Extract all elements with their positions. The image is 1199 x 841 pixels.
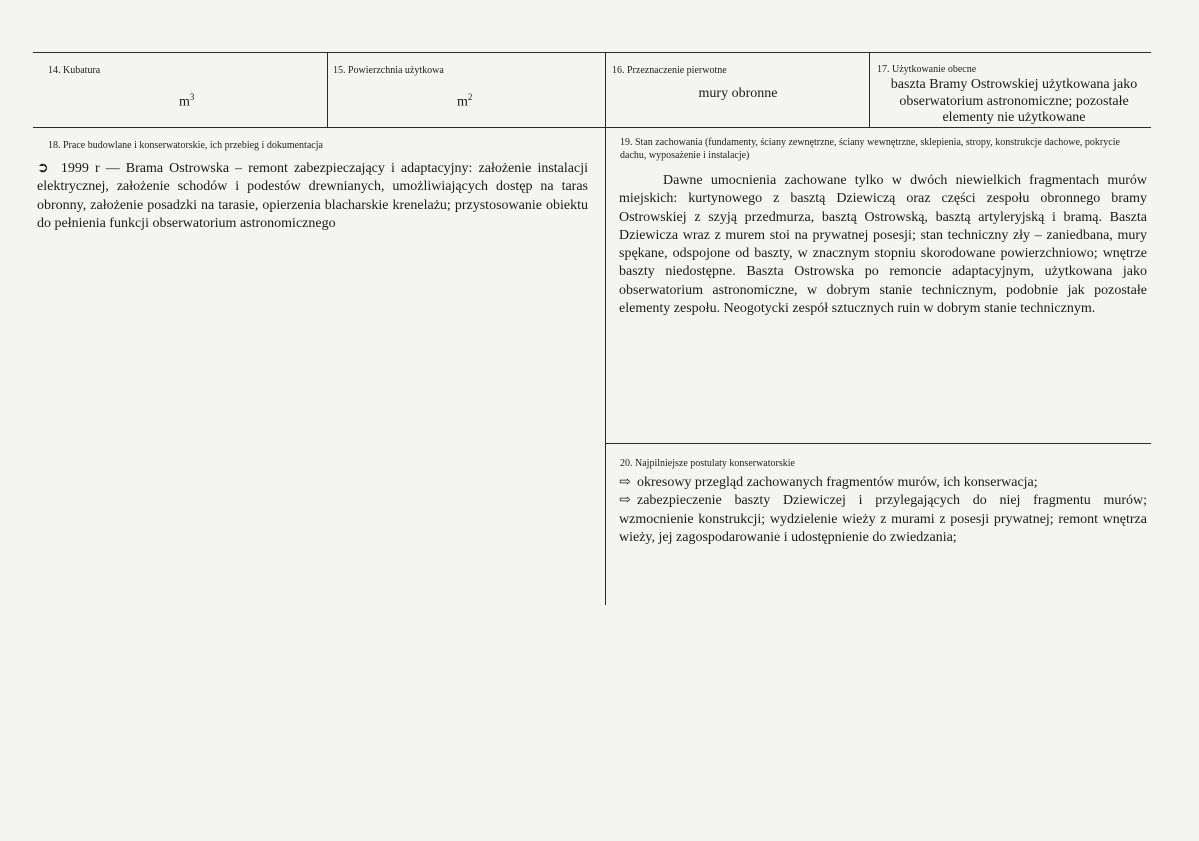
field-15-unit <box>457 92 472 111</box>
list-item <box>619 474 1147 492</box>
field-18-label: 18. Prace budowlane i konserwatorskie, ich przebieg i dokumentacja <box>48 140 323 151</box>
field-15-label: 15. Powierzchnia użytkowa <box>333 65 444 76</box>
field-14-unit-exp: 3 <box>189 92 195 102</box>
col-divider-a <box>327 52 328 128</box>
bullet-arrow-icon: ➲ <box>37 161 49 176</box>
field-18-text <box>37 160 588 233</box>
field-20-list <box>619 474 1147 547</box>
section-19-20-divider <box>605 443 1151 444</box>
field-16-label: 16. Przeznaczenie pierwotne <box>612 65 727 76</box>
top-rule <box>33 52 1151 53</box>
field-14-unit-base: m <box>179 94 190 110</box>
field-19-label: 19. Stan zachowania (fundamenty, ściany zewnętrzne, ściany wewnętrzne, sklepienia, stropy, konstrukcje dachowe, pokrycie dachu, wyposażenie i instalacje) <box>620 137 1120 161</box>
list-item-text: zabezpieczenie baszty Dziewiczej i przylegających do niej fragmentu murów; wzmocnienie konstrukcji; wydzielenie wieży z murami z posesji prywatnej; remont wnętrza wieży, jej zagospodarowanie i udostępnienie do zwiedzania; <box>619 493 1147 545</box>
list-item <box>619 492 1147 547</box>
field-19-body: Dawne umocnienia zachowane tylko w dwóch niewielkich fragmentach murów miejskich: kurtynowego z basztą Dziewiczą oraz części zespołu obronnego bramy Ostrowskiej z szyją przedmurza, basztą Ostrowską, basztą artyleryjską i bramą. Baszta Dziewicza wraz z murem stoi na prywatnej posesji; stan techniczny zły – zaniedbana, mury spękane, odspojone od baszty, w znacznym stopniu skorodowane powierzchniowo; wnętrze baszty niedostępne. Baszta Ostrowska po remoncie adaptacyjnym, użytkowana jako obserwatorium astronomiczne, w dobrym stanie technicznym, podobnie jak pozostałe elementy zespołu. Neogotycki zespół sztucznych ruin w dobrym stanie technicznym. <box>619 173 1147 317</box>
field-14-unit <box>179 92 194 111</box>
field-20-label: 20. Najpilniejsze postulaty konserwatorskie <box>620 458 795 469</box>
col-divider-c <box>869 52 870 128</box>
field-17-label: 17. Użytkowanie obecne <box>877 64 977 75</box>
field-15-unit-base: m <box>457 94 468 110</box>
col-divider-mid <box>605 52 606 605</box>
field-17-value: baszta Bramy Ostrowskiej użytkowana jako obserwatorium astronomiczne; pozostałe elementy nie użytkowane <box>890 77 1138 125</box>
right-arrow-icon: ⇨ <box>619 475 631 490</box>
field-15-unit-exp: 2 <box>467 92 473 102</box>
list-item-text: okresowy przegląd zachowanych fragmentów murów, ich konserwacja; <box>637 475 1038 490</box>
row-divider-1 <box>33 127 1151 128</box>
field-14-label: 14. Kubatura <box>48 65 101 76</box>
field-18-body: 1999 r — Brama Ostrowska – remont zabezpieczający i adaptacyjny: założenie instalacji elektrycznej, założenie schodów i podestów drewnianych, umożliwiających dostęp na taras obronny, założenie posadzki na tarasie, opierzenia blacharskie krenelażu; przystosowanie obiektu do pełnienia funkcji obserwatorium astronomicznego <box>37 161 588 231</box>
right-arrow-icon: ⇨ <box>619 493 631 509</box>
field-16-value: mury obronne <box>698 86 778 101</box>
field-19-text <box>619 172 1147 318</box>
